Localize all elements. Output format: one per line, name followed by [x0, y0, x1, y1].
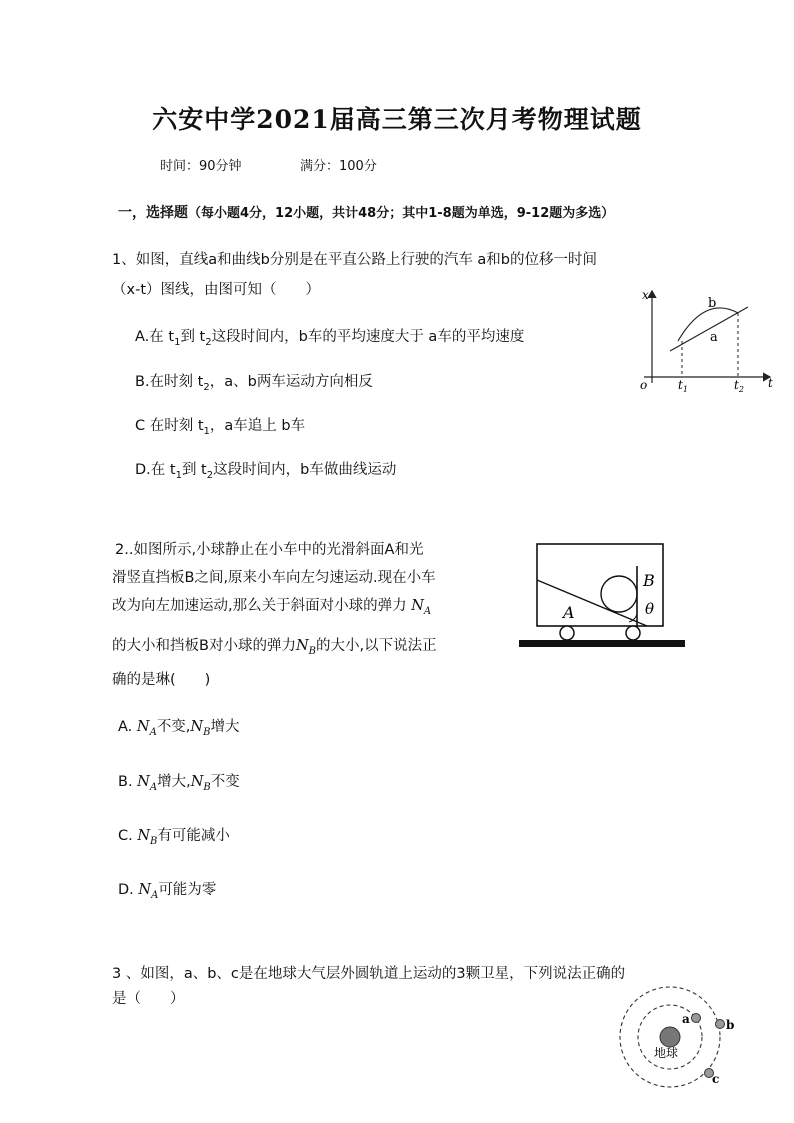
n: N	[137, 774, 150, 790]
incline-a	[537, 580, 647, 626]
q3-stem-line2: 是（ ）	[112, 991, 185, 1007]
sub: 1	[203, 425, 210, 437]
label-b: b	[726, 1018, 735, 1032]
sub: B	[203, 781, 211, 793]
text: D.	[118, 882, 134, 898]
q2-option-d[interactable]	[118, 878, 216, 901]
text: 不变	[210, 774, 240, 790]
text: B.在时刻 t	[135, 374, 204, 390]
curve-b-label: b	[708, 296, 717, 311]
n: N	[137, 828, 151, 844]
q2-cart-figure	[515, 538, 690, 653]
text: 不变,	[156, 719, 191, 735]
text: 到 t	[181, 462, 207, 478]
q2-option-b[interactable]	[118, 770, 240, 793]
text: ，a、b两车运动方向相反	[209, 374, 373, 390]
n: N	[190, 774, 204, 790]
q1-option-b[interactable]	[135, 370, 373, 393]
q2-stem-line5: 确的是琳( )	[112, 672, 211, 688]
t1-label: $t_1$	[678, 378, 688, 394]
q1-option-a[interactable]	[135, 325, 524, 348]
label-b: B	[643, 571, 655, 590]
sub: B	[150, 835, 158, 847]
line-a	[670, 307, 748, 351]
label-a: a	[682, 1012, 690, 1026]
exam-score: 满分：100分	[300, 159, 377, 174]
q1-xt-graph	[630, 283, 780, 398]
text: ，a车追上 b车	[209, 418, 306, 434]
t2-label: $t_2$	[734, 378, 744, 394]
axis-label-x: x	[642, 288, 649, 302]
section-note: （每小题4分，12小题，共计48分；其中1-8题为单选，9-12题为多选）	[188, 206, 615, 221]
sub: 2	[205, 336, 212, 348]
text: 增大	[210, 719, 240, 735]
text: 可能为零	[158, 882, 217, 898]
label-a: A	[563, 603, 575, 622]
text: 的大小和挡板B对小球的弹力	[112, 638, 296, 654]
text: 改为向左加速运动,那么关于斜面对小球的弹力	[112, 598, 407, 614]
label-c: c	[712, 1072, 720, 1086]
sub: A	[149, 726, 157, 738]
n: N	[136, 719, 150, 735]
text: D.在 t	[135, 462, 176, 478]
axis-label-t: t	[768, 376, 773, 390]
q2-option-a[interactable]	[118, 715, 239, 738]
text: A.	[118, 719, 133, 735]
line-a-label: a	[710, 330, 718, 345]
q3-stem-line1: 3 、如图，a、b、c是在地球大气层外圆轨道上运动的3颗卫星，下列说法正确的	[112, 966, 626, 982]
sub: B	[203, 726, 211, 738]
sub: 2	[203, 381, 210, 393]
text: 这段时间内，b车做曲线运动	[213, 462, 397, 478]
q1-stem-line1: 1、如图，直线a和曲线b分别是在平直公路上行驶的汽车 a和b的位移一时间	[112, 252, 598, 268]
text: B.	[118, 774, 133, 790]
curve-b	[678, 308, 738, 341]
n: N	[138, 882, 152, 898]
ball	[601, 576, 637, 612]
text: C 在时刻 t	[135, 418, 204, 434]
q2-stem-line3	[112, 594, 431, 624]
ground	[519, 640, 685, 647]
sub: B	[308, 645, 316, 657]
sub: 1	[174, 336, 181, 348]
sub: 2	[206, 469, 214, 481]
origin-label: o	[640, 378, 648, 392]
satellite-b-icon	[716, 1020, 725, 1029]
n: N	[190, 719, 204, 735]
text: 的大小,以下说法正	[316, 638, 437, 654]
q2-stem-line2: 滑竖直挡板B之间,原来小车向左匀速运动.现在小车	[112, 570, 436, 586]
text: 增大,	[157, 774, 191, 790]
q1-option-d[interactable]	[135, 458, 396, 481]
sub: 1	[175, 469, 182, 481]
exam-time: 时间：90分钟	[160, 159, 242, 174]
wheel-right	[626, 626, 640, 640]
text: 有可能减小	[157, 828, 230, 844]
wheel-left	[560, 626, 574, 640]
page-title: 六安中学2021届高三第三次月考物理试题	[152, 105, 642, 134]
text: C.	[118, 828, 133, 844]
earth-icon	[660, 1027, 680, 1047]
q1-stem-line2: （x-t）图线，由图可知（ ）	[112, 282, 320, 298]
n-symbol: N	[411, 598, 424, 614]
q2-stem-line4	[112, 634, 437, 664]
n-symbol: N	[295, 638, 309, 654]
section-title: 一，选择题	[118, 205, 188, 221]
sub: A	[423, 605, 432, 617]
q2-option-c[interactable]	[118, 824, 230, 847]
label-theta: θ	[645, 600, 655, 618]
q3-orbit-figure	[612, 985, 762, 1123]
q1-option-c[interactable]	[135, 414, 305, 437]
q2-stem-line1: 2..如图所示,小球静止在小车中的光滑斜面A和光	[115, 542, 424, 558]
text: A.在 t	[135, 329, 175, 345]
sub: A	[151, 889, 159, 901]
satellite-a-icon	[692, 1014, 701, 1023]
section-heading	[118, 202, 614, 222]
text: 到 t	[180, 329, 206, 345]
sub: A	[149, 781, 158, 793]
text: 这段时间内，b车的平均速度大于 a车的平均速度	[211, 329, 525, 345]
earth-label: 地球	[654, 1046, 679, 1060]
